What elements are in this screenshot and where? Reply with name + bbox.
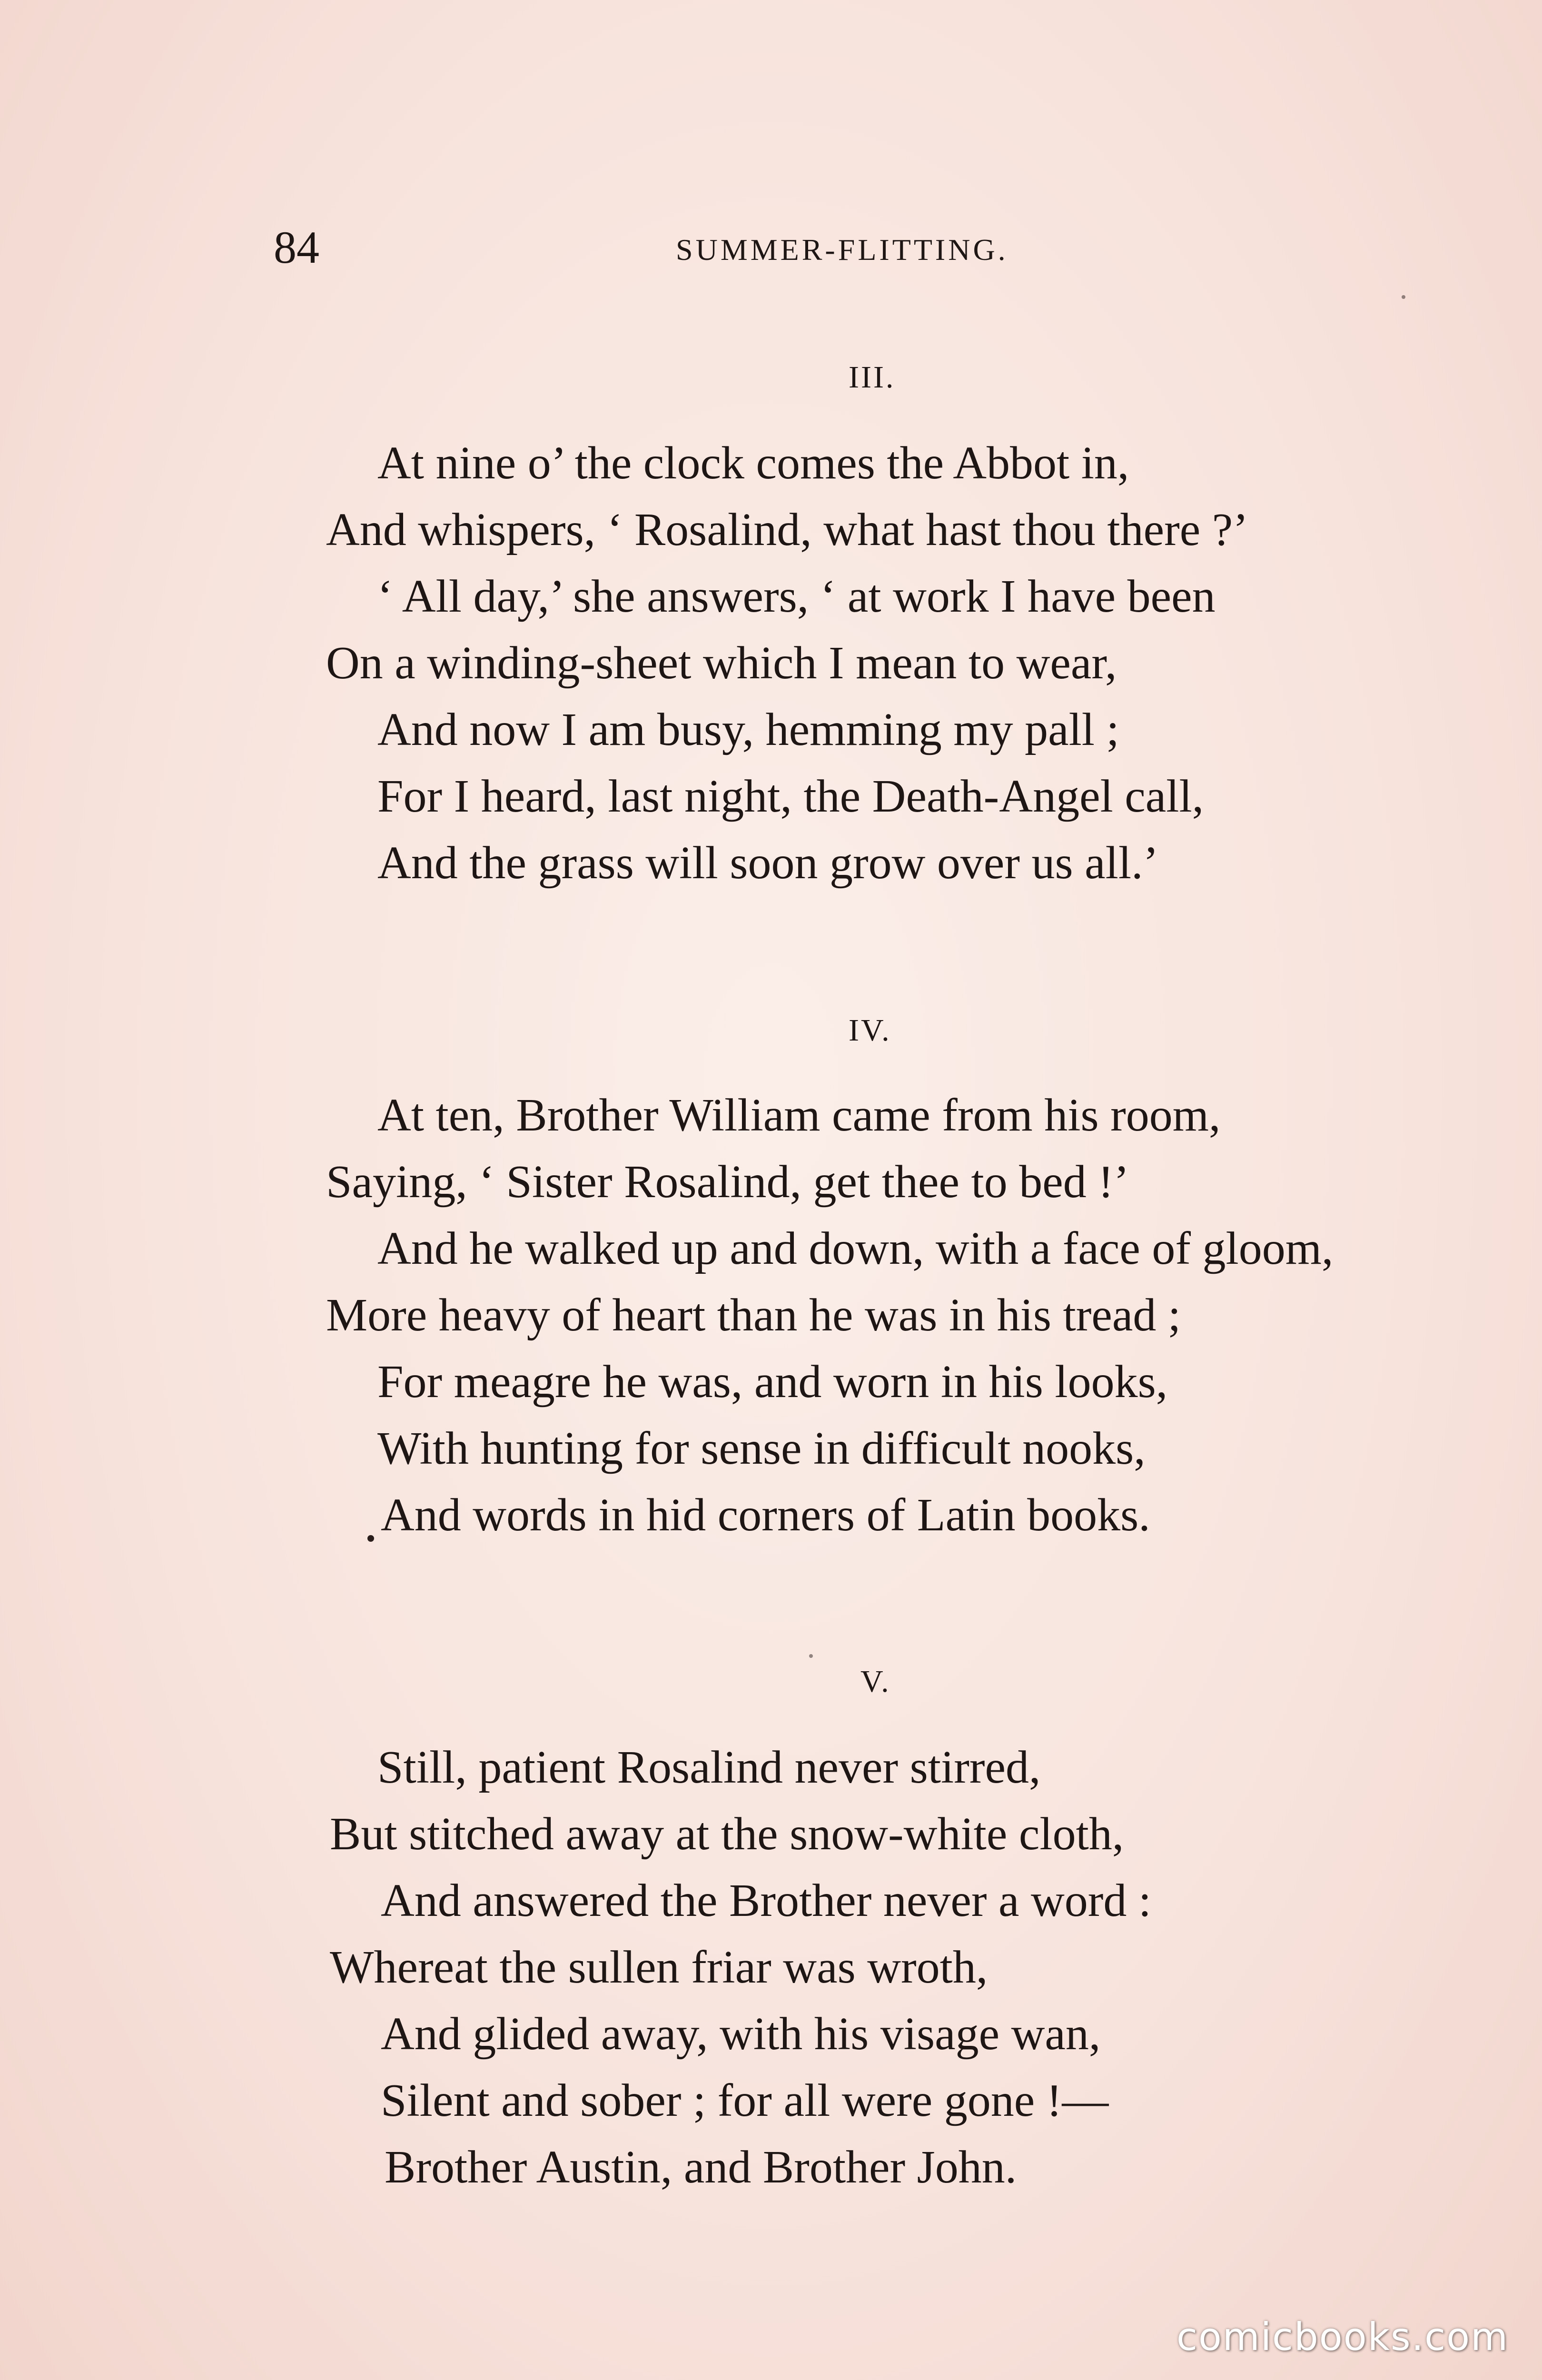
stanza-number: V. (860, 1664, 891, 1699)
verse-line: And the grass will soon grow over us all.’ (377, 837, 1159, 889)
ink-speck (1402, 295, 1405, 299)
verse-line: And glided away, with his visage wan, (381, 2008, 1101, 2060)
verse-line: Silent and sober ; for all were gone !— (381, 2075, 1109, 2126)
verse-line: Saying, ‘ Sister Rosalind, get thee to bed !’ (326, 1156, 1129, 1208)
verse-line: With hunting for sense in difficult nooks, (377, 1423, 1146, 1474)
verse-line: At ten, Brother William came from his room, (377, 1090, 1221, 1141)
verse-line: For I heard, last night, the Death-Angel call, (377, 771, 1204, 822)
verse-line: And answered the Brother never a word : (381, 1875, 1152, 1926)
running-head (0, 219, 1542, 276)
verse-line: On a winding-sheet which I mean to wear, (326, 637, 1117, 689)
verse-line: Brother Austin, and Brother John. (385, 2142, 1017, 2193)
page-title: SUMMER-FLITTING. (676, 233, 1008, 267)
ink-speck (809, 1654, 813, 1658)
verse-line: For meagre he was, and worn in his looks, (377, 1356, 1168, 1408)
verse-line: More heavy of heart than he was in his tread ; (326, 1289, 1181, 1341)
verse-line: Whereat the sullen friar was wroth, (330, 1942, 988, 1993)
verse-line: ‘ All day,’ she answers, ‘ at work I have been (377, 571, 1216, 622)
page-number: 84 (274, 222, 319, 273)
verse-line: And now I am busy, hemming my pall ; (377, 704, 1119, 755)
verse-line: But stitched away at the snow-white cloth, (330, 1808, 1124, 1860)
watermark-logo: comicbooks.com (1176, 2315, 1509, 2359)
verse-line: And he walked up and down, with a face of gloom, (377, 1223, 1334, 1274)
verse-line: Still, patient Rosalind never stirred, (377, 1742, 1041, 1793)
verse-line: And words in hid corners of Latin books. (381, 1489, 1150, 1541)
stanza-number: III. (849, 360, 896, 395)
verse-line: And whispers, ‘ Rosalind, what hast thou there ?’ (326, 504, 1248, 555)
verse-line: At nine o’ the clock comes the Abbot in, (377, 437, 1129, 489)
stanza-number: IV. (849, 1013, 891, 1048)
ink-speck (367, 1535, 374, 1542)
